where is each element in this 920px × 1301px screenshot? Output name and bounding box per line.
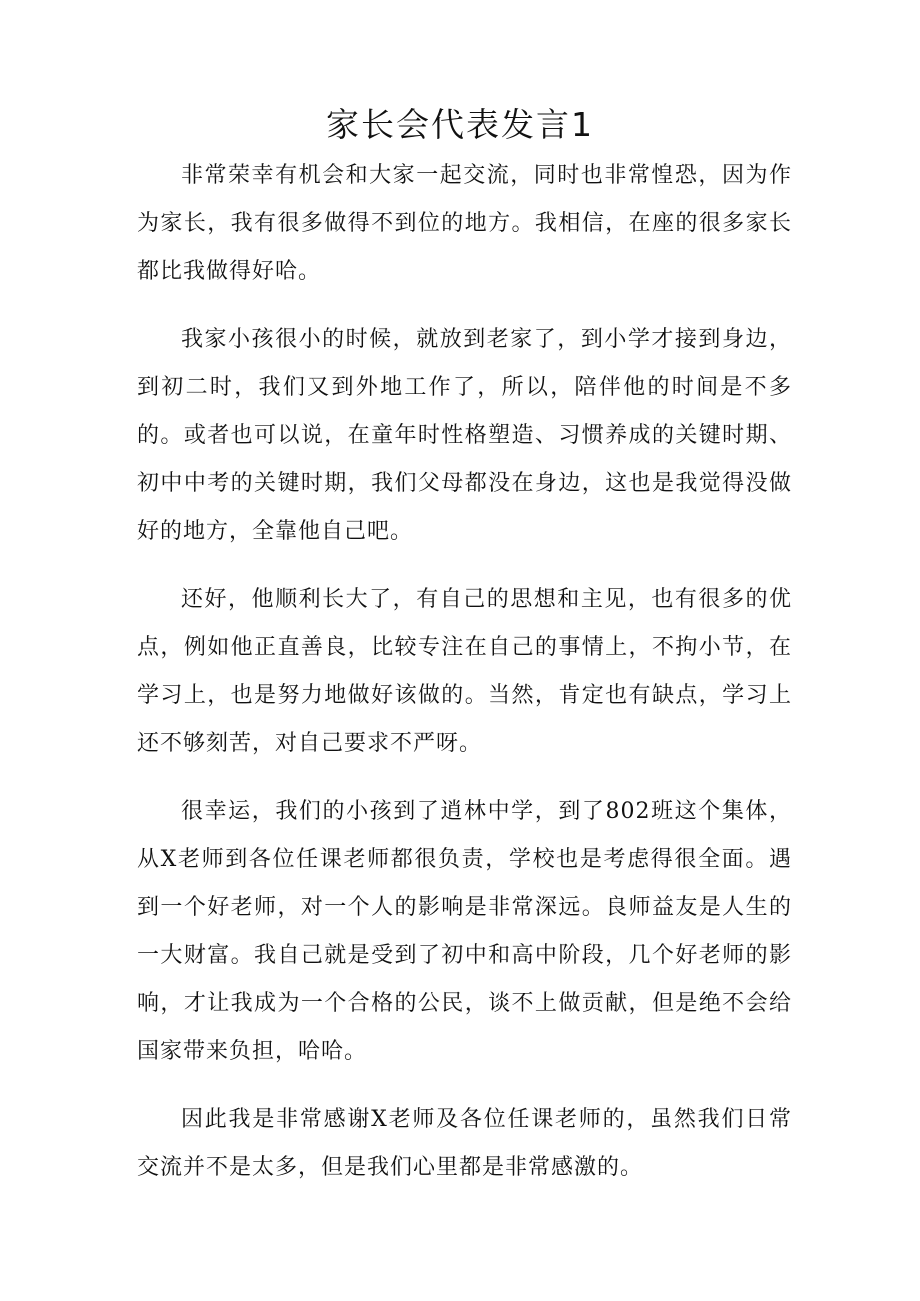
paragraph-2: 我家小孩很小的时候，就放到老家了，到小学才接到身边，到初二时，我们又到外地工作了，所以，陪伴他的时间是不多的。或者也可以说，在童年时性格塑造、习惯养成的关键时期、初中中考的关键时期，我们父母都没在身边，这也是我觉得没做好的地方，全靠他自己吧。 <box>137 327 792 544</box>
document-title: 家长会代表发言1 <box>326 105 594 144</box>
document-body <box>137 152 792 1192</box>
paragraph-3: 还好，他顺利长大了，有自己的思想和主见，也有很多的优点，例如他正直善良，比较专注在自己的事情上，不拘小节，在学习上，也是努力地做好该做的。当然，肯定也有缺点，学习上还不够刻苦，对自己要求不严呀。 <box>137 587 792 756</box>
paragraph-4: 很幸运，我们的小孩到了逍林中学，到了802班这个集体，从X老师到各位任课老师都很负责，学校也是考虑得很全面。遇到一个好老师，对一个人的影响是非常深远。良师益友是人生的一大财富。我自己就是受到了初中和高中阶段，几个好老师的影响，才让我成为一个合格的公民，谈不上做贡献，但是绝不会给国家带来负担，哈哈。 <box>137 799 792 1064</box>
paragraph-1: 非常荣幸有机会和大家一起交流，同时也非常惶恐，因为作为家长，我有很多做得不到位的地方。我相信，在座的很多家长都比我做得好哈。 <box>137 163 792 284</box>
paragraph-5: 因此我是非常感谢X老师及各位任课老师的，虽然我们日常交流并不是太多，但是我们心里都是非常感激的。 <box>137 1107 792 1180</box>
